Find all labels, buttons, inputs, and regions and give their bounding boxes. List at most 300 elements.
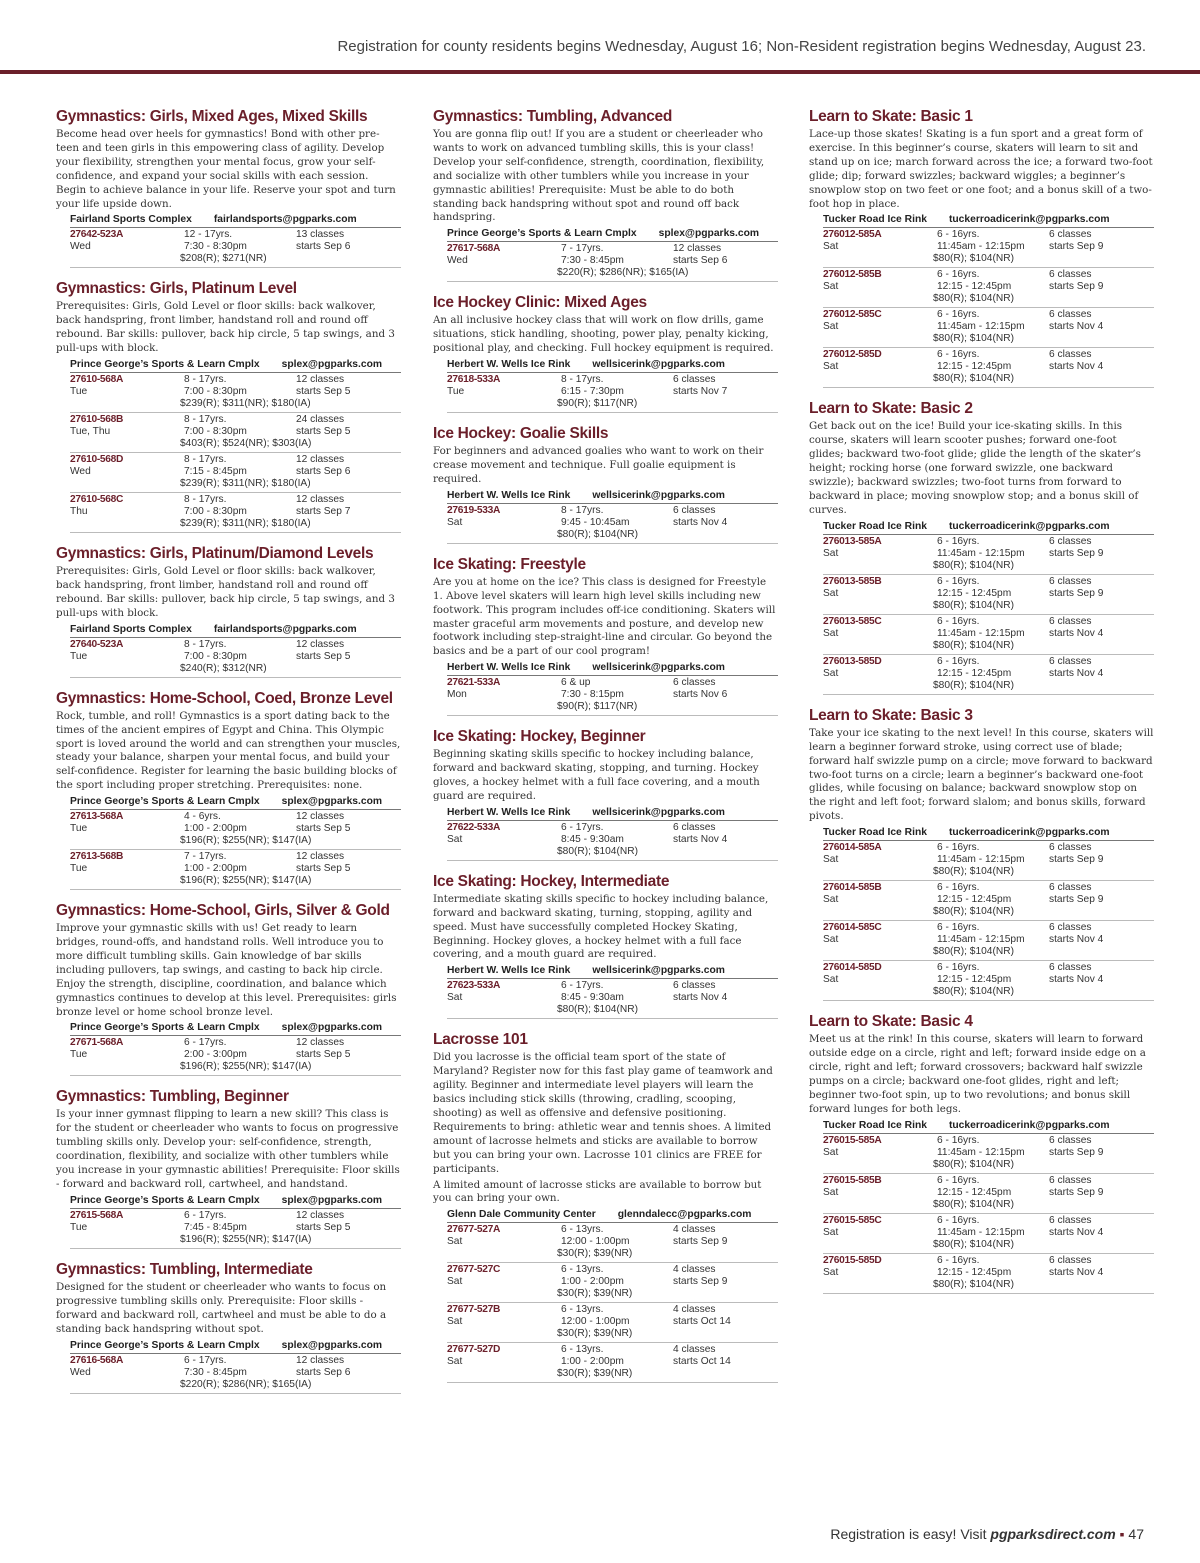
session-day: Tue: [447, 386, 465, 398]
session-time: 12:15 - 12:45pm: [937, 894, 1012, 906]
course-code[interactable]: 276015-585C: [823, 1214, 882, 1226]
session-day: Tue: [70, 823, 88, 835]
description-paragraph: Prerequisites: Girls, Gold Level or floor skills: back walkover, back handspring, front limber, handstand roll and round off rebound. Bar skills: pullover, back hip circle, 5 tap swings, and 3 pull-ups with block.: [56, 565, 395, 619]
course-code[interactable]: 276014-585C: [823, 922, 882, 934]
course-code[interactable]: 276012-585D: [823, 349, 882, 361]
session-day: Sat: [447, 516, 463, 528]
venue-header: [447, 359, 778, 371]
course-code[interactable]: 27677-527B: [447, 1304, 501, 1316]
course-code[interactable]: 27616-568A: [70, 1354, 124, 1366]
class-count: 12 classes: [296, 454, 345, 466]
session-time: 7:30 - 8:15pm: [561, 689, 624, 701]
session-day: Sat: [447, 1236, 463, 1248]
class-count: 6 classes: [1049, 269, 1092, 281]
start-date: starts Sep 6: [296, 241, 351, 253]
start-date: starts Oct 14: [673, 1316, 731, 1328]
venue-header: [447, 965, 778, 977]
class-count: 4 classes: [673, 1224, 716, 1236]
session-time: 7:00 - 8:30pm: [184, 506, 247, 518]
session-time: 12:15 - 12:45pm: [937, 1266, 1012, 1278]
course-listing: [433, 873, 778, 1020]
session-fee: $80(R); $104(NR): [557, 1004, 638, 1016]
session-day: Sat: [823, 894, 839, 906]
age-range: 6 - 16yrs.: [937, 309, 980, 321]
course-description: [809, 420, 1154, 517]
course-code[interactable]: 27677-527C: [447, 1264, 501, 1276]
course-listing: [809, 108, 1154, 388]
session-row: [823, 308, 1154, 348]
course-description: [433, 314, 778, 356]
class-count: 6 classes: [1049, 575, 1092, 587]
session-row: [823, 841, 1154, 881]
age-range: 8 - 17yrs.: [184, 374, 227, 386]
session-time: 7:00 - 8:30pm: [184, 650, 247, 662]
course-description: [433, 128, 778, 225]
age-range: 6 - 16yrs.: [937, 1134, 980, 1146]
course-code[interactable]: 27623-533A: [447, 980, 501, 992]
description-paragraph: Designed for the student or cheerleader who wants to focus on progressive tumbling skills only. Prerequisite: Floor skills - forward and backward roll, cartwheel and must be able to do a standing back handspring without spot.: [56, 1280, 387, 1335]
venue-email[interactable]: wellsicerink@pgparks.com: [592, 662, 725, 674]
course-description: [56, 710, 401, 793]
session-time: 11:45am - 12:15pm: [937, 854, 1025, 866]
start-date: starts Sep 9: [1049, 854, 1104, 866]
description-paragraph: Beginning skating skills specific to hockey including balance, forward and backward skating, stopping, and turning. Hockey gloves, a hockey helmet with a full face covering, and a mouth guard are required.: [433, 748, 760, 802]
venue-email[interactable]: wellsicerink@pgparks.com: [592, 806, 725, 818]
class-count: 12 classes: [296, 1037, 345, 1049]
course-listing: [433, 556, 778, 716]
class-count: 24 classes: [296, 414, 345, 426]
class-count: 6 classes: [673, 821, 716, 833]
venue-header: [70, 624, 401, 636]
session-row: [823, 655, 1154, 695]
class-count: 13 classes: [296, 229, 345, 241]
course-title: Learn to Skate: Basic 3: [809, 706, 973, 724]
session-row: [447, 979, 778, 1019]
course-code[interactable]: 27610-568B: [70, 414, 124, 426]
course-description: [433, 893, 778, 963]
session-day: Wed: [70, 1366, 91, 1378]
session-row: [447, 821, 778, 861]
start-date: starts Sep 9: [1049, 587, 1104, 599]
course-description: [56, 1108, 401, 1191]
venue-header: [823, 827, 1154, 839]
venue-name: Herbert W. Wells Ice Rink: [447, 806, 571, 818]
class-count: 4 classes: [673, 1304, 716, 1316]
session-row: [70, 810, 401, 850]
course-listing: [56, 902, 401, 1076]
footer-site-link[interactable]: pgparksdirect.com: [990, 1526, 1116, 1542]
venue-name: Prince George’s Sports & Learn Cmplx: [70, 359, 260, 371]
description-paragraph: Are you at home on the ice? This class is designed for Freestyle 1. Above level skaters will learn high level skills including new footwork. This program includes off-ice conditioning. Skaters will master graceful arm movements and posture, and develop new footwork including step-straight-line and circular. Go beyond the basics and be a part of our cool program!: [433, 575, 776, 658]
session-row: [823, 228, 1154, 268]
session-row: [823, 881, 1154, 921]
venue-name: Glenn Dale Community Center: [447, 1209, 596, 1221]
session-fee: $80(R); $104(NR): [557, 845, 638, 857]
session-row: [447, 504, 778, 544]
course-code[interactable]: 27640-523A: [70, 638, 124, 650]
venue-email[interactable]: tuckerroadicerink@pgparks.com: [948, 214, 1110, 226]
course-code[interactable]: 27617-568A: [447, 243, 501, 255]
session-row: [823, 1254, 1154, 1294]
course-code[interactable]: 276012-585A: [823, 229, 882, 241]
session-row: [70, 413, 401, 453]
venue-email[interactable]: tuckerroadicerink@pgparks.com: [948, 1119, 1110, 1131]
session-time: 7:30 - 8:45pm: [561, 255, 624, 267]
venue-name: Tucker Road Ice Rink: [823, 827, 927, 839]
venue-header: [70, 359, 401, 371]
venue-email[interactable]: fairlandsports@pgparks.com: [213, 623, 357, 635]
session-time: 12:15 - 12:45pm: [937, 281, 1012, 293]
session-fee: $80(R); $104(NR): [933, 599, 1014, 611]
session-fee: $80(R); $104(NR): [933, 1158, 1014, 1170]
course-description: [56, 565, 401, 621]
class-count: 6 classes: [673, 504, 716, 516]
session-day: Sat: [447, 1316, 463, 1328]
description-paragraph: Improve your gymnastic skills with us! Get ready to learn bridges, round-offs, and handstand rolls. Well introduce you to more difficult tumbling skills. Gain knowledge of bar skills including pullovers, tap swings, and casting to back hip circle. Enjoy the strength, discipline, coordination, and balance which gymnastics continues to develop at this level. Prerequisites: girls bronze level or home school bronze level.: [56, 922, 397, 1018]
course-code[interactable]: 27610-568C: [70, 494, 124, 506]
venue-email[interactable]: splex@pgparks.com: [281, 796, 383, 808]
start-date: starts Nov 4: [1049, 934, 1104, 946]
class-count: 6 classes: [1049, 309, 1092, 321]
class-count: 12 classes: [296, 1209, 345, 1221]
course-code[interactable]: 27618-533A: [447, 374, 501, 386]
age-range: 6 - 16yrs.: [937, 962, 980, 974]
footer-text: Registration is easy! Visit: [830, 1526, 987, 1542]
age-range: 6 - 16yrs.: [937, 842, 980, 854]
session-fee: $208(R); $271(NR): [180, 253, 267, 265]
session-fee: $30(R); $39(NR): [557, 1328, 633, 1340]
venue-email[interactable]: glenndalecc@pgparks.com: [617, 1209, 752, 1221]
class-count: 6 classes: [1049, 1254, 1092, 1266]
course-listing: [809, 1013, 1154, 1293]
session-time: 11:45am - 12:15pm: [937, 934, 1025, 946]
session-row: [70, 493, 401, 533]
session-fee: $239(R); $311(NR); $180(IA): [180, 478, 311, 490]
session-fee: $196(R); $255(NR); $147(IA): [180, 1233, 312, 1245]
course-code[interactable]: 27677-527D: [447, 1344, 501, 1356]
age-range: 6 - 16yrs.: [937, 655, 980, 667]
age-range: 4 - 6yrs.: [184, 811, 221, 823]
description-paragraph: Take your ice skating to the next level! In this course, skaters will learn a beginner forward stroke, using correct use of blade; forward half swizzle pump on a circle; move forward to backward two-foot turns on a circle; learn a beginner’s backward one-foot glides, while focusing on balance; backward snowplow stop on the right and left foot; forward slalom; and bonus skills, forward pivots.: [809, 726, 1154, 823]
description-paragraph: Meet us at the rink! In this course, skaters will learn to forward outside edge on a circle, right and left; forward inside edge on a circle, right and left; forward crossovers; backward half swizzle pumps on a circle; backward one-foot glides, right and left; beginner two-foot spin, up to two revolutions; and bonus skill forward lunges for both legs.: [809, 1033, 1146, 1115]
session-time: 11:45am - 12:15pm: [937, 1226, 1025, 1238]
course-code[interactable]: 276014-585B: [823, 882, 882, 894]
course-listing: [56, 108, 401, 268]
course-code[interactable]: 27671-568A: [70, 1037, 124, 1049]
course-code[interactable]: 276013-585C: [823, 615, 882, 627]
description-paragraph: Did you lacrosse is the official team sport of the state of Maryland? Register now for this fast play game of teamwork and agility. Beginner and intermediate level players will learn the basics including stick skills (throwing, cradling, scooping, shooting) as well as offensive and defensive positioning. Requirements to bring: athletic wear and tennis shoes. A limited amount of lacrosse helmets and sticks are available to borrow but you can bring your own. Lacrosse 101 clinics are FREE for participants.: [433, 1051, 773, 1175]
venue-email[interactable]: splex@pgparks.com: [281, 1022, 383, 1034]
session-time: 11:45am - 12:15pm: [937, 321, 1025, 333]
course-code[interactable]: 276014-585A: [823, 842, 882, 854]
session-time: 11:45am - 12:15pm: [937, 547, 1025, 559]
registration-banner: Registration for county residents begins Wednesday, August 16; Non-Resident registration begins Wednesday, August 23.: [337, 38, 1146, 55]
description-paragraph: You are gonna flip out! If you are a student or cheerleader who wants to work on advanced tumbling skills, this is your class! Develop your self-confidence, strength, coordination, flexibility, and socialize with other tumblers while you increase in your gymnastic abilities! Prerequisite: Must be able to do both standing back handspring without spot and round off back handspring.: [433, 128, 765, 224]
start-date: starts Sep 5: [296, 386, 351, 398]
session-row: [70, 373, 401, 413]
course-description: [56, 922, 401, 1019]
class-count: 6 classes: [1049, 655, 1092, 667]
session-row: [447, 1223, 778, 1263]
venue-email[interactable]: wellsicerink@pgparks.com: [592, 965, 725, 977]
course-title: Gymnastics: Girls, Platinum Level: [56, 280, 297, 298]
start-date: starts Sep 5: [296, 863, 351, 875]
course-code[interactable]: 27615-568A: [70, 1209, 124, 1221]
start-date: starts Sep 5: [296, 1221, 351, 1233]
session-fee: $90(R); $117(NR): [557, 701, 638, 713]
session-fee: $80(R); $104(NR): [933, 639, 1014, 651]
venue-header: [447, 662, 778, 674]
session-row: [447, 373, 778, 413]
age-range: 6 - 16yrs.: [937, 1254, 980, 1266]
venue-name: Fairland Sports Complex: [70, 623, 192, 635]
session-time: 7:30 - 8:45pm: [184, 1366, 247, 1378]
session-fee: $80(R); $104(NR): [557, 528, 638, 540]
class-count: 6 classes: [1049, 535, 1092, 547]
course-title: Gymnastics: Tumbling, Intermediate: [56, 1260, 313, 1278]
course-listing: [433, 108, 778, 282]
class-count: 12 classes: [296, 374, 345, 386]
venue-name: Prince George’s Sports & Learn Cmplx: [70, 1022, 260, 1034]
course-code[interactable]: 276015-585B: [823, 1174, 882, 1186]
venue-header: [447, 807, 778, 819]
start-date: starts Nov 4: [1049, 361, 1104, 373]
class-count: 6 classes: [1049, 349, 1092, 361]
course-title: Ice Skating: Hockey, Intermediate: [433, 872, 670, 890]
class-count: 6 classes: [1049, 842, 1092, 854]
course-code[interactable]: 276013-585D: [823, 655, 882, 667]
start-date: starts Nov 4: [1049, 974, 1104, 986]
start-date: starts Sep 5: [296, 823, 351, 835]
session-fee: $80(R); $104(NR): [933, 986, 1014, 998]
class-count: 4 classes: [673, 1344, 716, 1356]
venue-header: [70, 1195, 401, 1207]
class-count: 6 classes: [673, 374, 716, 386]
course-title: Ice Skating: Hockey, Beginner: [433, 728, 646, 746]
session-row: [70, 850, 401, 890]
start-date: starts Sep 9: [673, 1236, 728, 1248]
course-listing: [433, 425, 778, 544]
course-code[interactable]: 27621-533A: [447, 677, 501, 689]
session-fee: $196(R); $255(NR); $147(IA): [180, 835, 312, 847]
start-date: starts Nov 4: [673, 516, 728, 528]
session-day: Sat: [823, 1226, 839, 1238]
session-row: [70, 228, 401, 268]
session-time: 7:45 - 8:45pm: [184, 1221, 247, 1233]
column-2: [433, 108, 778, 1395]
class-count: 12 classes: [296, 494, 345, 506]
session-day: Tue: [70, 386, 88, 398]
age-range: 8 - 17yrs.: [184, 414, 227, 426]
start-date: starts Nov 6: [673, 689, 728, 701]
course-listing: [56, 1261, 401, 1394]
course-listing: [56, 690, 401, 890]
session-fee: $80(R); $104(NR): [933, 946, 1014, 958]
start-date: starts Nov 7: [673, 386, 728, 398]
session-day: Wed: [70, 466, 91, 478]
session-time: 1:00 - 2:00pm: [561, 1356, 624, 1368]
course-listing: [809, 707, 1154, 1001]
session-day: Tue, Thu: [70, 426, 111, 438]
session-day: Sat: [823, 1146, 839, 1158]
venue-header: [823, 1120, 1154, 1132]
description-paragraph: For beginners and advanced goalies who want to work on their crease movement and technique. Full goalie equipment is required.: [433, 445, 764, 485]
age-range: 6 - 13yrs.: [561, 1344, 604, 1356]
session-fee: $80(R); $104(NR): [933, 253, 1014, 265]
session-fee: $30(R); $39(NR): [557, 1288, 633, 1300]
session-row: [70, 1354, 401, 1394]
start-date: starts Oct 14: [673, 1356, 731, 1368]
course-code[interactable]: 27677-527A: [447, 1224, 501, 1236]
venue-email[interactable]: splex@pgparks.com: [281, 1194, 383, 1206]
session-row: [447, 1263, 778, 1303]
course-title: Gymnastics: Tumbling, Beginner: [56, 1088, 289, 1106]
session-row: [823, 1214, 1154, 1254]
session-time: 9:45 - 10:45am: [561, 516, 630, 528]
course-title: Ice Hockey: Goalie Skills: [433, 425, 609, 443]
venue-name: Tucker Road Ice Rink: [823, 520, 927, 532]
description-paragraph: Prerequisites: Girls, Gold Level or floor skills: back walkover, back handspring, front limber, handstand roll and round off rebound. Bar skills: pullover, back hip circle, 5 tap swings, and 3 pull-ups with block.: [56, 300, 395, 355]
venue-email[interactable]: wellsicerink@pgparks.com: [592, 489, 725, 501]
venue-header: [823, 521, 1154, 533]
venue-header: [447, 490, 778, 502]
course-code[interactable]: 27622-533A: [447, 821, 501, 833]
session-time: 11:45am - 12:15pm: [937, 1146, 1025, 1158]
course-description: [433, 748, 778, 804]
age-range: 6 - 16yrs.: [937, 922, 980, 934]
class-count: 12 classes: [296, 851, 345, 863]
page-footer: [830, 1526, 1144, 1542]
class-count: 6 classes: [1049, 922, 1092, 934]
course-code[interactable]: 276012-585B: [823, 269, 882, 281]
session-day: Sat: [823, 361, 839, 373]
venue-email[interactable]: splex@pgparks.com: [281, 359, 383, 371]
course-code[interactable]: 276015-585A: [823, 1134, 882, 1146]
age-range: 6 - 16yrs.: [937, 575, 980, 587]
course-code[interactable]: 27642-523A: [70, 229, 124, 241]
age-range: 6 - 17yrs.: [184, 1209, 227, 1221]
page-number: 47: [1128, 1526, 1144, 1542]
course-code[interactable]: 276013-585B: [823, 575, 882, 587]
course-listing: [809, 400, 1154, 694]
session-time: 8:45 - 9:30am: [561, 833, 624, 845]
course-listing: [56, 545, 401, 678]
session-row: [823, 535, 1154, 575]
session-row: [823, 1174, 1154, 1214]
course-title: Gymnastics: Home-School, Girls, Silver & Gold: [56, 902, 390, 920]
footer-bullet: ▪: [1119, 1526, 1125, 1542]
course-code[interactable]: 276012-585C: [823, 309, 882, 321]
start-date: starts Sep 9: [1049, 1186, 1104, 1198]
venue-header: [70, 1340, 401, 1352]
class-count: 12 classes: [296, 638, 345, 650]
course-title: Gymnastics: Home-School, Coed, Bronze Level: [56, 689, 393, 707]
session-fee: $80(R); $104(NR): [933, 1238, 1014, 1250]
session-time: 12:15 - 12:45pm: [937, 974, 1012, 986]
description-paragraph: An all inclusive hockey class that will work on flow drills, game situations, stick handling, shooting, power play, penalty kicking, positional play, and checking. Full hockey equipment is required.: [433, 314, 774, 355]
session-fee: $80(R); $104(NR): [933, 559, 1014, 571]
course-description: [809, 727, 1154, 824]
class-count: 6 classes: [1049, 1214, 1092, 1226]
session-row: [70, 638, 401, 678]
age-range: 6 - 17yrs.: [184, 1354, 227, 1366]
start-date: starts Nov 4: [1049, 667, 1104, 679]
session-fee: $80(R); $104(NR): [933, 906, 1014, 918]
class-count: 4 classes: [673, 1264, 716, 1276]
venue-email[interactable]: splex@pgparks.com: [281, 1339, 383, 1351]
course-description: [56, 128, 401, 211]
venue-email[interactable]: tuckerroadicerink@pgparks.com: [948, 827, 1110, 839]
start-date: starts Sep 9: [673, 1276, 728, 1288]
venue-name: Herbert W. Wells Ice Rink: [447, 489, 571, 501]
course-code[interactable]: 276015-585D: [823, 1254, 882, 1266]
venue-header: [823, 214, 1154, 226]
age-range: 6 - 16yrs.: [937, 1214, 980, 1226]
session-day: Sat: [447, 1356, 463, 1368]
course-listing: [433, 1031, 778, 1383]
venue-email[interactable]: wellsicerink@pgparks.com: [592, 359, 725, 371]
session-row: [823, 921, 1154, 961]
course-code[interactable]: 27613-568B: [70, 851, 124, 863]
venue-header: [447, 1209, 778, 1221]
session-fee: $196(R); $255(NR); $147(IA): [180, 1061, 312, 1073]
session-day: Sat: [823, 854, 839, 866]
session-day: Sat: [823, 974, 839, 986]
venue-email[interactable]: splex@pgparks.com: [658, 228, 760, 240]
session-fee: $90(R); $117(NR): [557, 398, 638, 410]
start-date: starts Sep 9: [1049, 547, 1104, 559]
course-code[interactable]: 27613-568A: [70, 811, 124, 823]
course-code[interactable]: 27610-568D: [70, 454, 124, 466]
description-paragraph: Lace-up those skates! Skating is a fun sport and a great form of exercise. In this beginner’s course, skaters will learn to sit and stand up on ice; march forward across the ice; a forward two-foot glide; dip; forward swizzles; backward wiggles; a beginner’s snowplow stop on two feet or one foot; and a bonus skill of a two-foot hop in place.: [809, 128, 1153, 210]
class-count: 6 classes: [1049, 615, 1092, 627]
course-title: Lacrosse 101: [433, 1031, 528, 1049]
course-code[interactable]: 27619-533A: [447, 504, 501, 516]
venue-email[interactable]: tuckerroadicerink@pgparks.com: [948, 520, 1110, 532]
session-row: [70, 453, 401, 493]
session-day: Sat: [823, 934, 839, 946]
venue-name: Prince George’s Sports & Learn Cmplx: [70, 1339, 260, 1351]
description-paragraph: Get back out on the ice! Build your ice-skating skills. In this course, skaters will learn scooter pushes; forward one-foot glides; backward two-foot glide; glide the length of the skater’s height; rocking horse (one forward swizzle, one backward swizzle); backward swizzles; two-foot turns from forward to backward in place; moving snowplow stop; and a bonus skill of curves.: [809, 420, 1141, 516]
session-time: 1:00 - 2:00pm: [184, 823, 247, 835]
age-range: 6 - 17yrs.: [561, 821, 604, 833]
age-range: 6 - 16yrs.: [937, 269, 980, 281]
start-date: starts Sep 7: [296, 506, 351, 518]
course-title: Gymnastics: Girls, Mixed Ages, Mixed Skills: [56, 108, 368, 125]
course-code[interactable]: 276013-585A: [823, 535, 882, 547]
session-day: Sat: [447, 992, 463, 1004]
session-row: [447, 1343, 778, 1383]
start-date: starts Nov 4: [1049, 627, 1104, 639]
start-date: starts Sep 9: [1049, 241, 1104, 253]
course-code[interactable]: 276014-585D: [823, 962, 882, 974]
venue-name: Tucker Road Ice Rink: [823, 1119, 927, 1131]
course-code[interactable]: 27610-568A: [70, 374, 124, 386]
session-time: 12:00 - 1:00pm: [561, 1236, 630, 1248]
session-time: 12:15 - 12:45pm: [937, 587, 1012, 599]
session-day: Sat: [823, 547, 839, 559]
column-3: [809, 108, 1154, 1306]
start-date: starts Sep 6: [296, 466, 351, 478]
venue-email[interactable]: fairlandsports@pgparks.com: [213, 214, 357, 226]
class-count: 6 classes: [1049, 882, 1092, 894]
description-paragraph: Is your inner gymnast flipping to learn a new skill? This class is for the student or cheerleader who wants to focus on progressive tumbling skills only. Develop your: self-confidence, strength, coordination, flexibility, and socialize with other tumblers while you increase in your gymnastic abilities! Prerequisite: Floor skills - forward and backward roll, cartwheel, and handstand.: [56, 1108, 400, 1190]
session-time: 12:15 - 12:45pm: [937, 361, 1012, 373]
course-title: Learn to Skate: Basic 1: [809, 108, 973, 125]
venue-name: Prince George’s Sports & Learn Cmplx: [70, 1194, 260, 1206]
header-rule: [0, 70, 1200, 74]
class-count: 6 classes: [673, 677, 716, 689]
